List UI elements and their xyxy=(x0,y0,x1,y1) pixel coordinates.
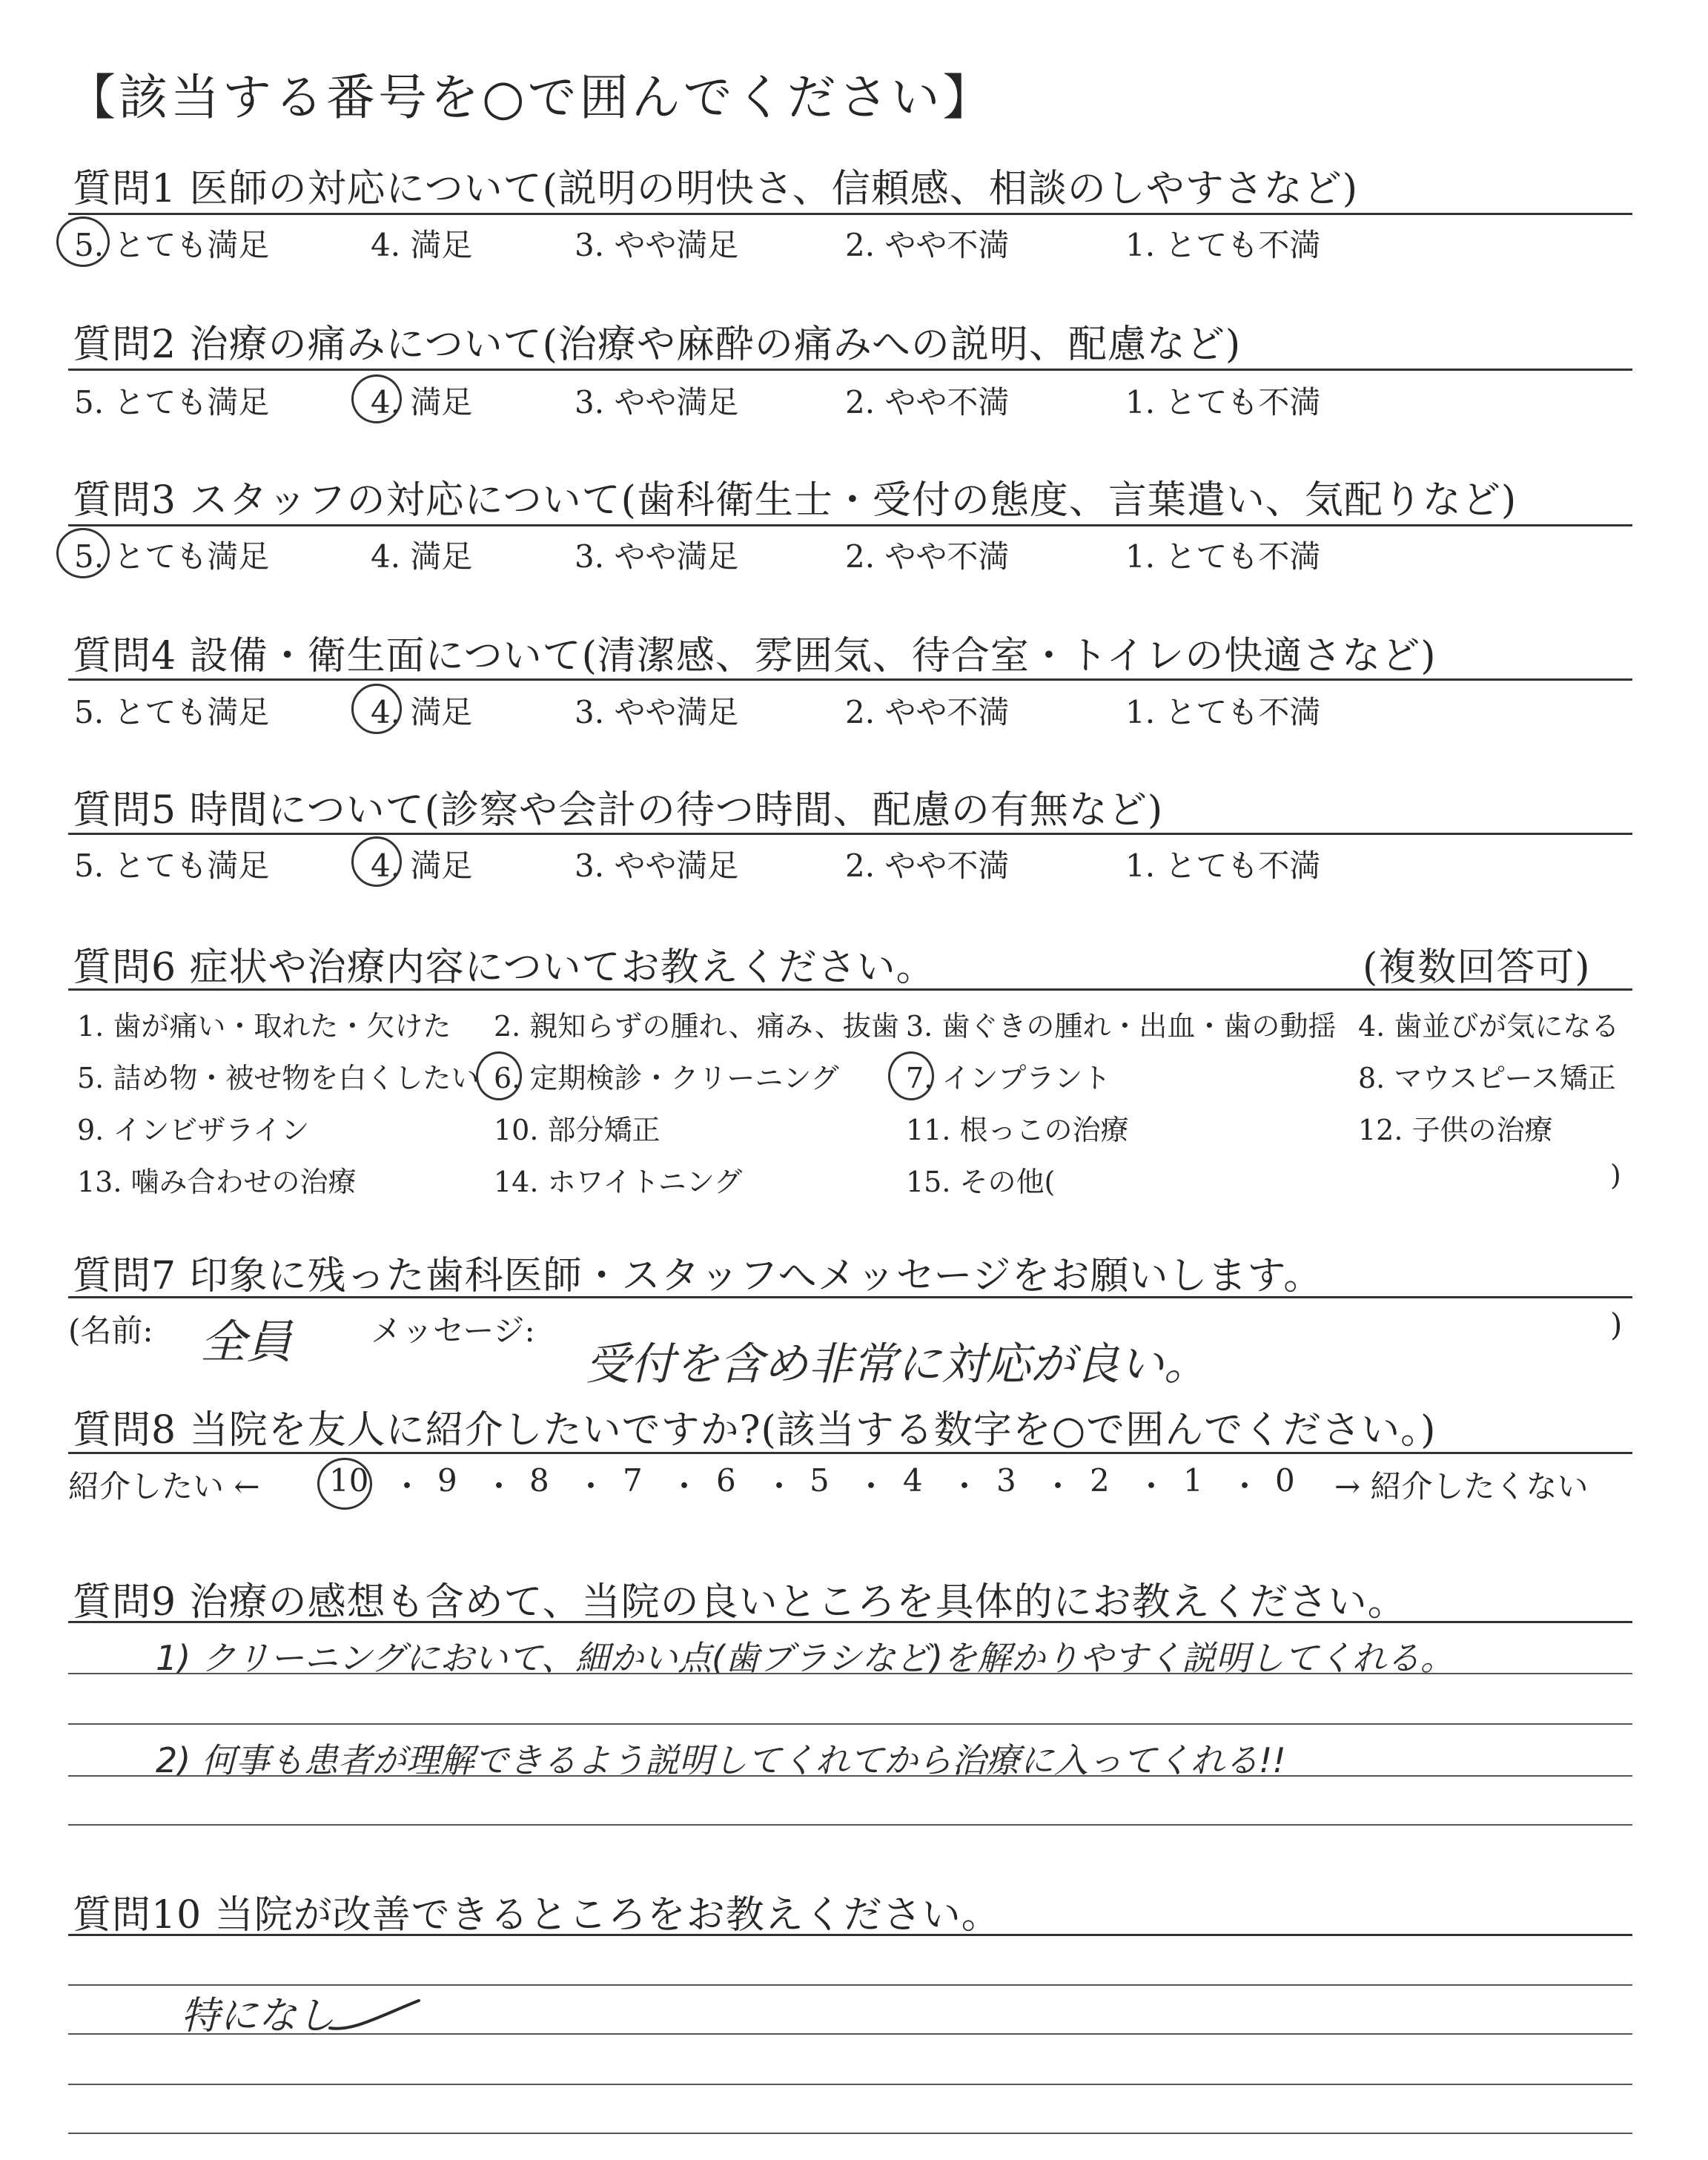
q1-option-3[interactable]: 3. やや満足 xyxy=(575,227,739,263)
q10-line-4 xyxy=(68,2084,1632,2085)
q10-rule xyxy=(68,1934,1632,1936)
q6-option-10[interactable]: 10. 部分矯正 xyxy=(494,1114,661,1146)
q4-option-4[interactable]: 4. 満足 xyxy=(371,694,473,730)
q6-option-5[interactable]: 5. 詰め物・被せ物を白くしたい xyxy=(77,1062,480,1094)
q2-option-2[interactable]: 2. やや不満 xyxy=(845,384,1010,420)
q10-title: 質問10 当院が改善できるところをお教えください。 xyxy=(73,1893,1001,1938)
q3-rule xyxy=(68,524,1632,526)
q6-selection-circle-7 xyxy=(888,1051,934,1100)
q9-line-3 xyxy=(68,1723,1632,1725)
q5-option-2[interactable]: 2. やや不満 xyxy=(845,848,1010,884)
q8-scale-dot: ・ xyxy=(1136,1468,1168,1505)
q8-scale-4[interactable]: 4 xyxy=(903,1462,923,1499)
q3-option-3[interactable]: 3. やや満足 xyxy=(575,538,739,575)
q8-title: 質問8 当院を友人に紹介したいですか?(該当する数字を○で囲んでください。) xyxy=(73,1408,1437,1453)
q6-option-9[interactable]: 9. インビザライン xyxy=(77,1114,310,1146)
q1-title: 質問1 医師の対応について(説明の明快さ、信頼感、相談のしやすさなど) xyxy=(73,167,1359,211)
q6-option-6[interactable]: 6. 定期検診・クリーニング xyxy=(494,1062,839,1094)
q6-option-8[interactable]: 8. マウスピース矯正 xyxy=(1358,1062,1616,1094)
q8-scale-6[interactable]: 6 xyxy=(716,1462,736,1499)
q4-title: 質問4 設備・衛生面について(清潔感、雰囲気、待合室・トイレの快適さなど) xyxy=(73,634,1437,678)
q8-scale-dot: ・ xyxy=(949,1468,981,1505)
q3-option-2[interactable]: 2. やや不満 xyxy=(845,538,1010,575)
q5-rule xyxy=(68,833,1632,835)
q3-option-5[interactable]: 5. とても満足 xyxy=(74,538,270,575)
q8-rule xyxy=(68,1452,1632,1454)
q6-option-14[interactable]: 14. ホワイトニング xyxy=(494,1166,743,1198)
q6-option-1[interactable]: 1. 歯が痛い・取れた・欠けた xyxy=(77,1010,451,1043)
q6-option-13[interactable]: 13. 噛み合わせの治療 xyxy=(77,1166,357,1198)
q3-selection-circle xyxy=(56,528,110,578)
q5-option-5[interactable]: 5. とても満足 xyxy=(74,848,270,884)
q2-rule xyxy=(68,369,1632,371)
q9-answer-line-2[interactable]: 2) 何事も患者が理解できるよう説明してくれてから治療に入ってくれる!! xyxy=(156,1740,1286,1780)
q4-rule xyxy=(68,678,1632,681)
q8-scale-dot: ・ xyxy=(391,1468,423,1505)
q6-title: 質問6 症状や治療内容についてお教えください。 xyxy=(73,945,936,990)
q8-selection-circle xyxy=(317,1458,372,1510)
q5-option-1[interactable]: 1. とても不満 xyxy=(1125,848,1321,884)
q7-message-label: メッセージ: xyxy=(371,1312,535,1349)
q1-option-2[interactable]: 2. やや不満 xyxy=(845,227,1010,263)
q8-scale-1[interactable]: 1 xyxy=(1183,1462,1203,1499)
q10-line-5 xyxy=(68,2133,1632,2134)
q10-answer-handwritten[interactable]: 特になし xyxy=(181,1994,336,2038)
q8-left-label: 紹介したい ← xyxy=(68,1468,260,1505)
q6-multi-note: (複数回答可) xyxy=(1363,945,1591,990)
q2-option-5[interactable]: 5. とても満足 xyxy=(74,384,270,420)
q4-option-1[interactable]: 1. とても不満 xyxy=(1125,694,1321,730)
q8-scale-2[interactable]: 2 xyxy=(1090,1462,1110,1499)
q9-line-4 xyxy=(68,1775,1632,1777)
q8-scale-8[interactable]: 8 xyxy=(529,1462,549,1499)
q3-option-4[interactable]: 4. 満足 xyxy=(371,538,473,575)
q8-scale-9[interactable]: 9 xyxy=(437,1462,457,1499)
q5-selection-circle xyxy=(351,836,402,887)
q2-title: 質問2 治療の痛みについて(治療や麻酔の痛みへの説明、配慮など) xyxy=(73,323,1242,367)
q8-scale-dot: ・ xyxy=(575,1468,607,1505)
q6-option-12[interactable]: 12. 子供の治療 xyxy=(1358,1114,1553,1146)
q8-scale-10[interactable]: 10 xyxy=(329,1462,369,1499)
q7-title: 質問7 印象に残った歯科医師・スタッフへメッセージをお願いします。 xyxy=(73,1254,1323,1298)
q6-option-3[interactable]: 3. 歯ぐきの腫れ・出血・歯の動揺 xyxy=(906,1010,1337,1043)
q7-name-handwritten[interactable]: 全員 xyxy=(200,1315,293,1369)
q1-rule xyxy=(68,213,1632,215)
q9-line-5 xyxy=(68,1824,1632,1826)
q2-option-1[interactable]: 1. とても不満 xyxy=(1125,384,1321,420)
q8-right-label: → 紹介したくない xyxy=(1334,1468,1589,1505)
q8-scale-dot: ・ xyxy=(1229,1468,1261,1505)
q9-title: 質問9 治療の感想も含めて、当院の良いところを具体的にお教えください。 xyxy=(73,1580,1407,1625)
q9-line-2 xyxy=(68,1673,1632,1674)
q2-selection-circle xyxy=(351,374,402,423)
q1-selection-circle xyxy=(56,217,110,267)
q7-close-paren: ) xyxy=(1610,1307,1623,1343)
q9-rule xyxy=(68,1621,1632,1623)
q6-selection-circle-6 xyxy=(476,1051,522,1100)
q6-option-11[interactable]: 11. 根っこの治療 xyxy=(906,1114,1129,1146)
q7-name-label: (名前: xyxy=(68,1312,153,1349)
q10-answer-stroke xyxy=(326,1987,423,2039)
q3-title: 質問3 スタッフの対応について(歯科衛生士・受付の態度、言葉遣い、気配りなど) xyxy=(73,478,1517,523)
q8-scale-0[interactable]: 0 xyxy=(1275,1462,1295,1499)
q5-option-4[interactable]: 4. 満足 xyxy=(371,848,473,884)
q7-rule xyxy=(68,1296,1632,1298)
q2-option-3[interactable]: 3. やや満足 xyxy=(575,384,739,420)
q4-selection-circle xyxy=(351,684,402,734)
q9-answer-line-1[interactable]: 1) クリーニングにおいて、細かい点(歯ブラシなど)を解かりやすく説明してくれる。 xyxy=(156,1638,1454,1678)
q4-option-2[interactable]: 2. やや不満 xyxy=(845,694,1010,730)
q8-scale-dot: ・ xyxy=(855,1468,887,1505)
q6-option-15[interactable]: 15. その他( xyxy=(906,1166,1056,1198)
q10-line-3 xyxy=(68,2033,1632,2035)
q3-option-1[interactable]: 1. とても不満 xyxy=(1125,538,1321,575)
q6-other-close-paren: ) xyxy=(1610,1159,1621,1192)
q1-option-4[interactable]: 4. 満足 xyxy=(371,227,473,263)
q5-title: 質問5 時間について(診察や会計の待つ時間、配慮の有無など) xyxy=(73,788,1164,833)
q8-scale-dot: ・ xyxy=(483,1468,515,1505)
q5-option-3[interactable]: 3. やや満足 xyxy=(575,848,739,884)
q6-option-7[interactable]: 7. インプラント xyxy=(906,1062,1111,1094)
q8-scale-7[interactable]: 7 xyxy=(623,1462,643,1499)
q8-scale-dot: ・ xyxy=(669,1468,701,1505)
q6-rule xyxy=(68,988,1632,991)
q4-option-5[interactable]: 5. とても満足 xyxy=(74,694,270,730)
q4-option-3[interactable]: 3. やや満足 xyxy=(575,694,739,730)
q1-option-5[interactable]: 5. とても満足 xyxy=(74,227,270,263)
q6-option-4[interactable]: 4. 歯並びが気になる xyxy=(1358,1010,1620,1043)
q8-scale-dot: ・ xyxy=(1042,1468,1074,1505)
instructions-header: 【該当する番号を○で囲んでください】 xyxy=(67,69,995,126)
q2-option-4[interactable]: 4. 満足 xyxy=(371,384,473,420)
q7-message-handwritten[interactable]: 受付を含め非常に対応が良い。 xyxy=(586,1338,1208,1390)
q1-option-1[interactable]: 1. とても不満 xyxy=(1125,227,1321,263)
q6-option-2[interactable]: 2. 親知らずの腫れ、痛み、抜歯 xyxy=(494,1010,899,1043)
q8-scale-3[interactable]: 3 xyxy=(996,1462,1016,1499)
q8-scale-5[interactable]: 5 xyxy=(810,1462,830,1499)
q8-scale-dot: ・ xyxy=(764,1468,795,1505)
